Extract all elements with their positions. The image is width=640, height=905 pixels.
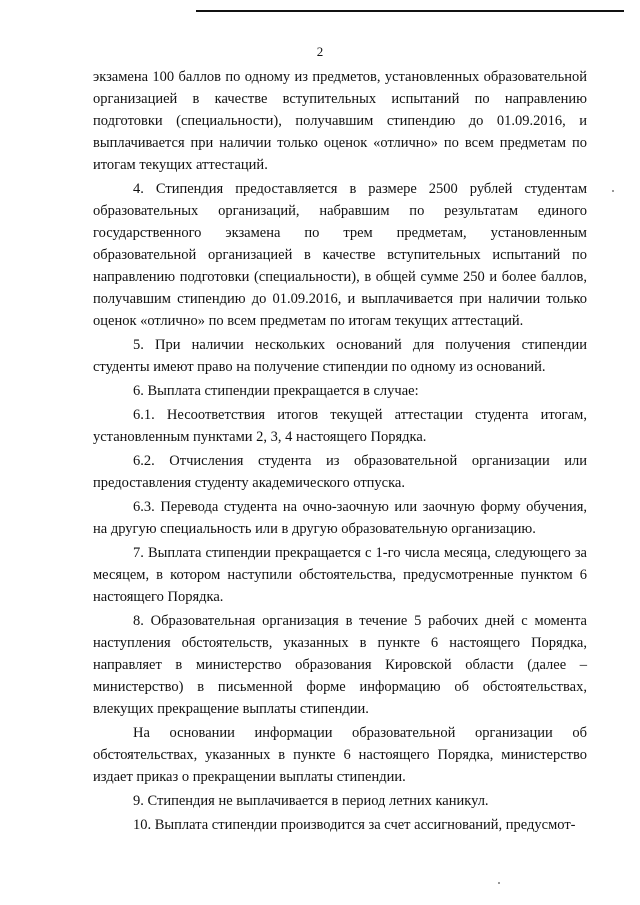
paragraph-continuation: экзамена 100 баллов по одному из предметов, установленных образовательной организацией в качестве вступительных испытаний по направлению подготовки (специальности), получавшим стипендию до 01.09.2016, и выплачивается при наличии только оценок «отлично» по всем предметам по итогам текущих аттестаций. — [93, 69, 587, 173]
paragraph-9: 9. Стипендия не выплачивается в период летних каникул. — [133, 793, 489, 809]
paragraph-5: 5. При наличии нескольких оснований для получения стипендии студенты имеют право на получение стипендии по одному из оснований. — [93, 337, 587, 375]
scan-speck — [612, 190, 614, 192]
document-body — [93, 66, 587, 838]
paragraph-6-2: 6.2. Отчисления студента из образовательной организации или предоставления студенту академического отпуска. — [93, 453, 587, 491]
paragraph-10: 10. Выплата стипендии производится за счет ассигнований, предусмот- — [133, 817, 576, 833]
paragraph-6-3: 6.3. Перевода студента на очно-заочную или заочную форму обучения, на другую специальность или в другую образовательную организацию. — [93, 499, 587, 537]
paragraph-7: 7. Выплата стипендии прекращается с 1-го числа месяца, следующего за месяцем, в котором наступили обстоятельства, предусмотренные пунктом 6 настоящего Порядка. — [93, 545, 587, 605]
page-number: 2 — [316, 44, 324, 59]
paragraph-8: 8. Образовательная организация в течение 5 рабочих дней с момента наступления обстоятельств, указанных в пункте 6 настоящего Порядка, направляет в министерство образования Кировской области (далее – министерство) в письменной форме информацию об обстоятельствах, влекущих прекращение выплаты стипендии. — [93, 613, 587, 717]
paragraph-4: 4. Стипендия предоставляется в размере 2500 рублей студентам образовательных организаций, набравшим по результатам единого государственного экзамена по трем предметам, установленным образовательной организацией в качестве вступительных испытаний по направлению подготовки (специальности), в общей сумме 250 и более баллов, получавшим стипендию до 01.09.2016, и выплачивается при наличии только оценок «отлично» по всем предметам по итогам текущих аттестаций. — [93, 181, 587, 329]
paragraph-8-continuation: На основании информации образовательной организации об обстоятельствах, указанных в пункте 6 настоящего Порядка, министерство издает приказ о прекращении выплаты стипендии. — [93, 725, 587, 785]
paragraph-6-1: 6.1. Несоответствия итогов текущей аттестации студента итогам, установленным пунктами 2, 3, 4 настоящего Порядка. — [93, 407, 587, 445]
scan-speck — [498, 882, 500, 884]
header-rule — [196, 10, 624, 12]
paragraph-6: 6. Выплата стипендии прекращается в случае: — [133, 383, 419, 399]
